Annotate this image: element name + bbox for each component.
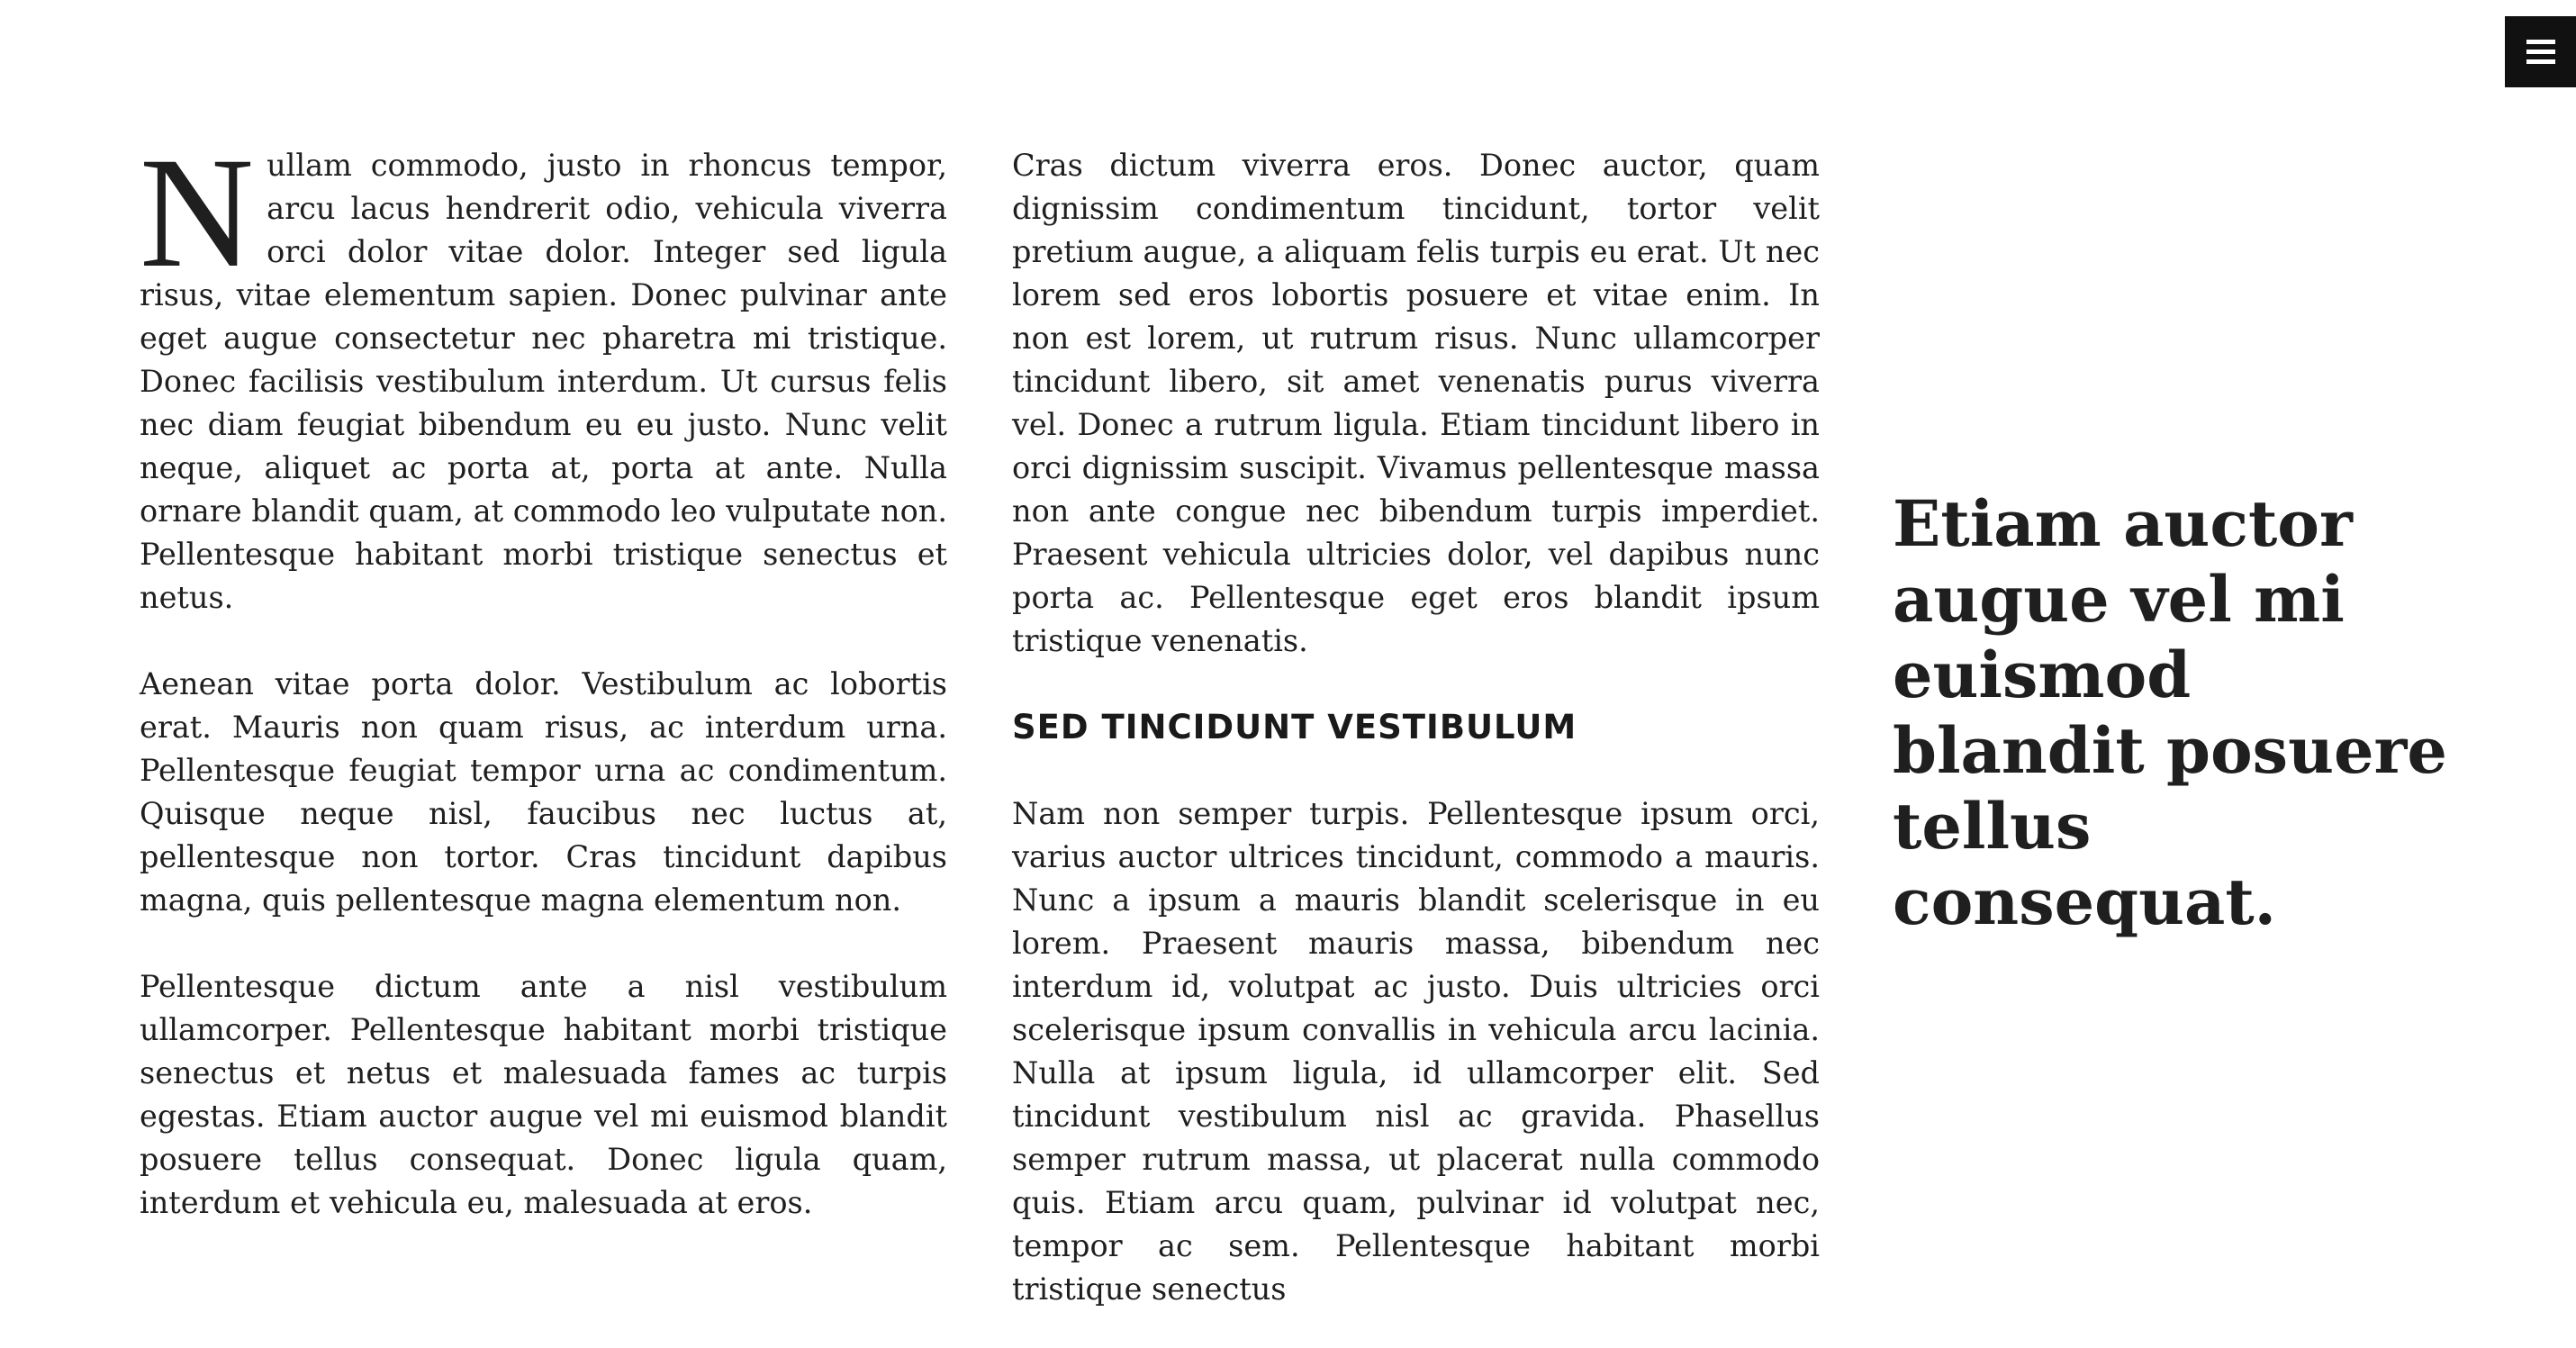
paragraph: Pellentesque dictum ante a nisl vestibulum ullamcorper. Pellentesque habitant morbi tristique senectus et netus et malesuada fames ac turpis egestas. Etiam auctor augue vel mi euismod blandit posuere tellus consequat. Donec ligula quam, interdum et vehicula eu, malesuada at eros. (140, 969, 947, 1220)
paragraph: Nam non semper turpis. Pellentesque ipsum orci, varius auctor ultrices tincidunt, commodo a mauris. Nunc a ipsum a mauris blandit scelerisque in eu lorem. Praesent mauris massa, bibendum nec interdum id, volutpat ac justo. Duis ultricies orci scelerisque ipsum convallis in vehicula arcu lacinia. Nulla at ipsum ligula, id ullamcorper elit. Sed tincidunt vestibulum nisl ac gravida. Phasellus semper rutrum massa, ut placerat nulla commodo quis. Etiam arcu quam, pulvinar id volutpat nec, tempor ac sem. Pellentesque habitant morbi tristique senectus (1012, 796, 1820, 1307)
paragraph: Aenean vitae porta dolor. Vestibulum ac lobortis erat. Mauris non quam risus, ac interdum urna. Pellentesque feugiat tempor urna ac condimentum. Quisque neque nisl, faucibus nec luctus at, pellentesque non tortor. Cras tincidunt dapibus magna, quis pellentesque magna elementum non. (140, 666, 947, 918)
drop-cap: N (140, 125, 255, 301)
pull-quote: Etiam auctor augue vel mi euismod blandit posuere tellus consequat. (1893, 486, 2447, 939)
menu-button[interactable] (2505, 16, 2576, 87)
section-heading: SED TINCIDUNT VESTIBULUM (1012, 708, 1577, 746)
paragraph (140, 125, 947, 620)
middle-column (1012, 144, 1820, 1311)
hamburger-menu-icon (2505, 16, 2576, 87)
left-column (140, 125, 947, 1268)
paragraph-text: ullam commodo, justo in rhoncus tempor, arcu lacus hendrerit odio, vehicula viverra orci dolor vitae dolor. Integer sed ligula risus, vitae elementum sapien. Donec pulvinar ante eget augue consectetur nec pharetra mi tristique. Donec facilisis vestibulum interdum. Ut cursus felis nec diam feugiat bibendum eu eu justo. Nunc velit neque, aliquet ac porta at, porta at ante. Nulla ornare blandit quam, at commodo leo vulputate non. Pellentesque habitant morbi tristique senectus et netus. (140, 148, 947, 615)
paragraph: Cras dictum viverra eros. Donec auctor, quam dignissim condimentum tincidunt, tortor velit pretium augue, a aliquam felis turpis eu erat. Ut nec lorem sed eros lobortis posuere et vitae enim. In non est lorem, ut rutrum risus. Nunc ullamcorper tincidunt libero, sit amet venenatis purus viverra vel. Donec a rutrum ligula. Etiam tincidunt libero in orci dignissim suscipit. Vivamus pellentesque massa non ante congue nec bibendum turpis imperdiet. Praesent vehicula ultricies dolor, vel dapibus nunc porta ac. Pellentesque eget eros blandit ipsum tristique venenatis. (1012, 148, 1820, 658)
